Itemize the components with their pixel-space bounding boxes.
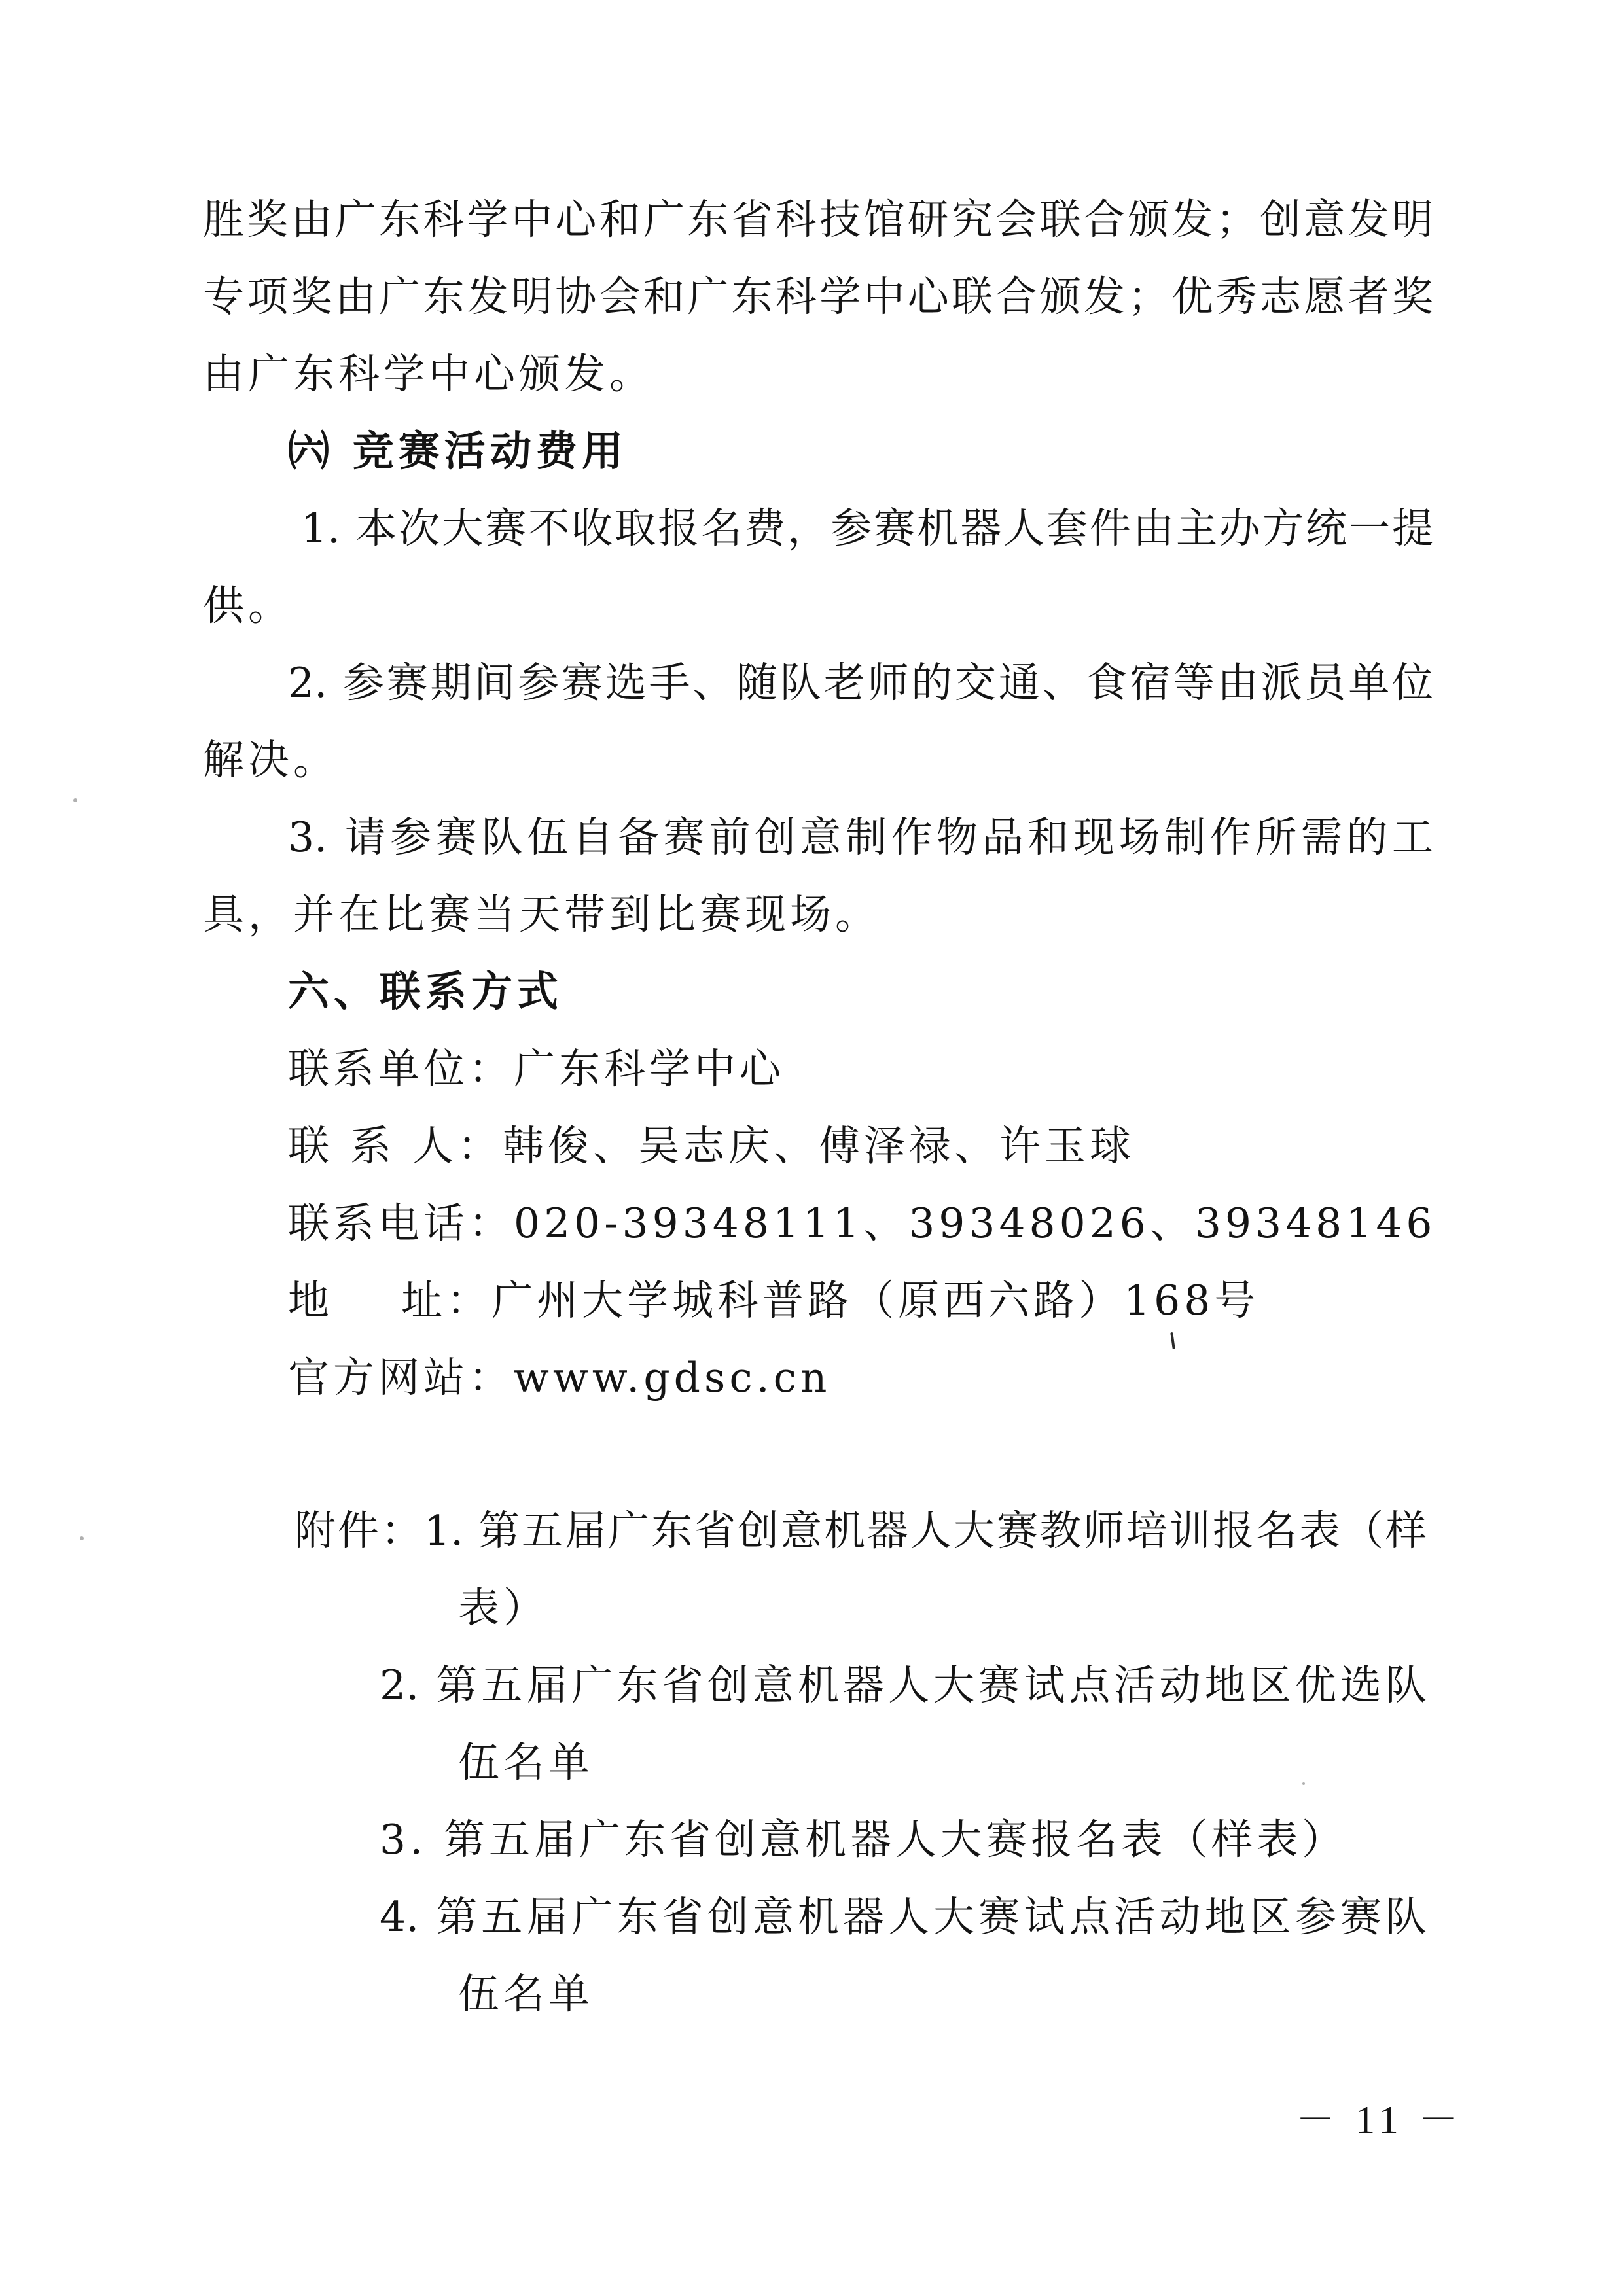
- attachment-4-line-1: 4. 第五届广东省创意机器人大赛试点活动地区参赛队: [380, 1893, 1427, 1941]
- contact-unit: 联系单位：广东科学中心: [288, 1045, 785, 1093]
- fee-item-1-line-2: 供。: [203, 582, 293, 629]
- contact-section-heading: 六、联系方式: [288, 968, 563, 1016]
- attachment-1-line-1: 附件：1. 第五届广东省创意机器人大赛教师培训报名表（样: [294, 1507, 1427, 1555]
- fee-item-2-line-2: 解决。: [203, 736, 338, 784]
- scan-speck: [80, 1536, 84, 1540]
- fee-item-2-line-1: 2. 参赛期间参赛选手、随队老师的交通、食宿等由派员单位: [288, 659, 1433, 707]
- contact-phone: 联系电话：020-39348111、39348026、39348146: [288, 1199, 1436, 1247]
- attachment-2-line-2: 伍名单: [458, 1739, 594, 1786]
- award-paragraph-line-3: 由广东科学中心颁发。: [203, 350, 654, 398]
- award-paragraph-line-2: 专项奖由广东发明协会和广东科学中心联合颁发；优秀志愿者奖: [203, 273, 1433, 321]
- fees-section-heading: ㈥ 竞赛活动费用: [288, 427, 628, 475]
- page-number: － 11 －: [1296, 2098, 1463, 2142]
- contact-website: 官方网站：www.gdsc.cn: [288, 1354, 831, 1402]
- fee-item-3-line-2: 具，并在比赛当天带到比赛现场。: [203, 891, 880, 938]
- scan-speck: [73, 798, 77, 802]
- attachment-2-line-1: 2. 第五届广东省创意机器人大赛试点活动地区优选队: [380, 1661, 1427, 1709]
- scan-speck: [1302, 1782, 1305, 1785]
- fee-item-1-line-1: 1. 本次大赛不收取报名费，参赛机器人套件由主办方统一提: [301, 504, 1433, 552]
- attachment-3-line-1: 3. 第五届广东省创意机器人大赛报名表（样表）: [380, 1816, 1347, 1863]
- award-paragraph-line-1: 胜奖由广东科学中心和广东省科技馆研究会联合颁发；创意发明: [203, 196, 1433, 243]
- attachment-1-line-2: 表）: [458, 1584, 548, 1632]
- attachment-4-line-2: 伍名单: [458, 1970, 594, 2018]
- contact-people: 联 系 人：韩俊、吴志庆、傅泽禄、许玉球: [288, 1122, 1135, 1170]
- pen-mark: [1170, 1332, 1175, 1349]
- fee-item-3-line-1: 3. 请参赛队伍自备赛前创意制作物品和现场制作所需的工: [288, 813, 1433, 861]
- contact-address: 地 址：广州大学城科普路（原西六路）168号: [288, 1277, 1260, 1324]
